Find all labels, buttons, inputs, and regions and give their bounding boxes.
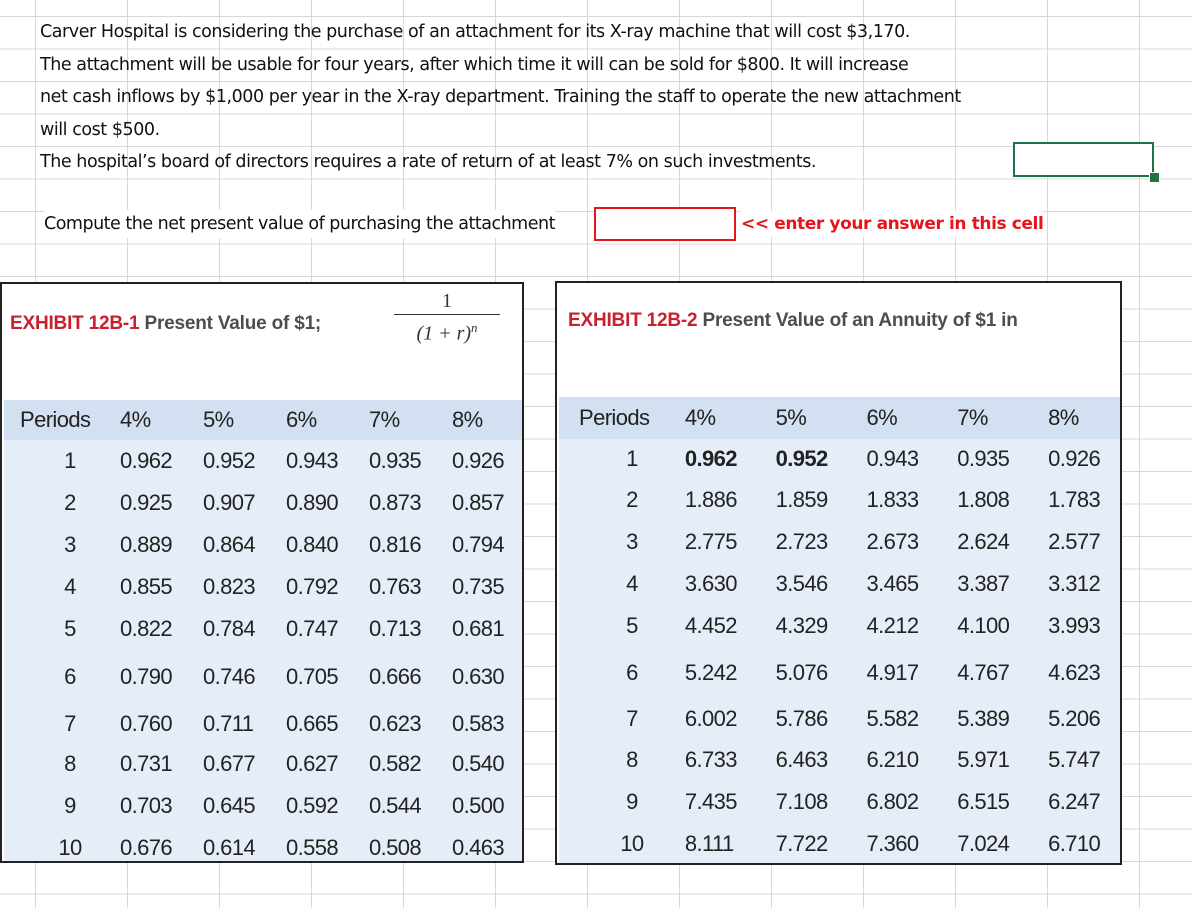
exhibit-12b-1-heading: Present Value of $1; xyxy=(144,313,322,334)
factor-cell: 0.592 xyxy=(286,793,339,818)
column-header: 8% xyxy=(452,407,483,432)
period-cell: 2 xyxy=(64,490,76,515)
factor-cell: 0.790 xyxy=(120,664,173,689)
factor-cell: 4.623 xyxy=(1048,660,1101,685)
column-header: 6% xyxy=(866,405,898,430)
table-row xyxy=(20,704,522,743)
period-cell: 5 xyxy=(64,616,76,641)
factor-cell: 0.665 xyxy=(286,710,339,736)
factor-cell: 0.952 xyxy=(775,446,828,471)
period-cell: 4 xyxy=(64,574,76,599)
factor-cell: 0.747 xyxy=(286,616,339,641)
factor-cell: 0.855 xyxy=(120,574,173,599)
exhibit-12b-2-title xyxy=(568,310,1018,332)
column-header: 7% xyxy=(957,405,988,430)
table-row xyxy=(579,647,1120,699)
factor-cell: 0.873 xyxy=(369,490,422,515)
factor-cell: 1.808 xyxy=(957,487,1010,512)
factor-cell: 0.703 xyxy=(120,793,173,818)
factor-cell: 5.747 xyxy=(1048,747,1101,772)
factor-cell: 4.452 xyxy=(684,613,737,638)
formula-denominator: $(1 + r)^n$ xyxy=(416,320,478,345)
factor-cell: 0.544 xyxy=(369,793,422,818)
table-row xyxy=(579,781,1120,823)
factor-cell: 0.816 xyxy=(369,532,422,557)
factor-cell: 0.943 xyxy=(866,446,919,471)
factor-cell: 3.387 xyxy=(957,571,1010,596)
table-row xyxy=(20,482,522,524)
table-row xyxy=(579,699,1120,739)
factor-cell: 4.917 xyxy=(866,660,919,685)
problem-line-3[interactable]: net cash inflows by $1,000 per year in the X-ray department. Training the staff to operate the new attachment xyxy=(40,87,961,107)
selected-cell[interactable] xyxy=(1013,142,1154,177)
factor-cell: 6.515 xyxy=(957,789,1010,814)
factor-cell: 0.763 xyxy=(369,574,422,599)
table-row xyxy=(579,521,1120,563)
factor-cell: 0.823 xyxy=(203,574,256,599)
factor-cell: 6.463 xyxy=(775,747,828,772)
factor-cell: 0.794 xyxy=(452,532,505,557)
column-header: Periods xyxy=(579,405,650,430)
factor-cell: 5.389 xyxy=(957,706,1010,731)
factor-cell: 0.508 xyxy=(369,835,422,860)
factor-cell: 0.926 xyxy=(452,448,505,473)
column-header: Periods xyxy=(20,407,91,432)
answer-hint: << enter your answer in this cell xyxy=(741,211,1043,237)
exhibit-12b-1-table xyxy=(20,400,522,869)
factor-cell: 3.312 xyxy=(1048,571,1101,596)
factor-cell: 5.582 xyxy=(866,706,919,731)
column-header: 4% xyxy=(684,405,716,430)
table-row xyxy=(579,739,1120,781)
factor-cell: 0.666 xyxy=(369,664,422,689)
period-cell: 5 xyxy=(626,613,638,638)
factor-cell: 0.713 xyxy=(369,616,422,641)
factor-cell: 1.833 xyxy=(866,487,919,512)
table-row xyxy=(20,827,522,869)
exhibit-12b-1 xyxy=(0,282,524,863)
factor-cell: 0.582 xyxy=(369,751,422,776)
factor-cell: 2.577 xyxy=(1048,529,1101,554)
column-header: 5% xyxy=(775,405,807,430)
factor-cell: 0.935 xyxy=(369,448,422,473)
period-cell: 8 xyxy=(64,751,76,776)
problem-line-5[interactable]: The hospital’s board of directors requires a rate of return of at least 7% on such investments. xyxy=(40,152,817,172)
factor-cell: 0.583 xyxy=(452,710,505,736)
exhibit-12b-1-tag: EXHIBIT 12B-1 xyxy=(10,313,140,334)
factor-cell: 6.733 xyxy=(684,747,737,772)
factor-cell: 2.673 xyxy=(866,529,919,554)
factor-cell: 4.767 xyxy=(957,660,1010,685)
period-cell: 9 xyxy=(64,793,76,818)
factor-cell: 0.864 xyxy=(203,532,256,557)
factor-cell: 0.889 xyxy=(120,532,173,557)
table-header-row xyxy=(579,397,1120,439)
column-header: 6% xyxy=(286,407,317,432)
factor-cell: 0.731 xyxy=(120,751,173,776)
factor-cell: 0.784 xyxy=(203,616,256,641)
factor-cell: 6.802 xyxy=(866,789,919,814)
period-cell: 3 xyxy=(64,532,76,557)
factor-cell: 0.645 xyxy=(203,793,256,818)
table-row xyxy=(20,524,522,566)
table-row xyxy=(20,440,522,482)
period-cell: 1 xyxy=(64,448,76,473)
factor-cell: 0.840 xyxy=(286,532,339,557)
factor-cell: 6.710 xyxy=(1048,831,1101,856)
factor-cell: 3.993 xyxy=(1048,613,1101,638)
table-row xyxy=(20,743,522,785)
factor-cell: 2.624 xyxy=(957,529,1010,554)
factor-cell: 0.962 xyxy=(120,448,173,473)
factor-cell: 0.952 xyxy=(203,448,256,473)
table-row xyxy=(579,823,1120,865)
pv-formula xyxy=(394,288,500,347)
period-cell: 9 xyxy=(626,789,638,814)
factor-cell: 4.212 xyxy=(866,613,919,638)
factor-cell: 0.630 xyxy=(452,664,505,689)
factor-cell: 5.786 xyxy=(775,706,828,731)
period-cell: 7 xyxy=(626,706,638,731)
factor-cell: 3.465 xyxy=(866,571,919,596)
table-header-row xyxy=(20,400,522,440)
factor-cell: 0.711 xyxy=(203,710,254,736)
factor-cell: 0.558 xyxy=(286,835,339,860)
problem-line-2[interactable]: The attachment will be usable for four years, after which time it will can be sold for $800. It will increase xyxy=(40,54,909,75)
period-cell: 4 xyxy=(626,571,638,596)
factor-cell: 7.360 xyxy=(866,831,919,856)
exhibit-12b-2-heading: Present Value of an Annuity of $1 in xyxy=(702,310,1018,331)
factor-cell: 0.681 xyxy=(452,616,505,641)
factor-cell: 6.210 xyxy=(866,747,919,772)
factor-cell: 0.677 xyxy=(203,751,256,776)
factor-cell: 5.206 xyxy=(1048,706,1101,731)
factor-cell: 0.925 xyxy=(120,490,173,515)
table-row xyxy=(20,566,522,608)
column-header: 5% xyxy=(203,407,234,432)
period-cell: 3 xyxy=(626,529,638,554)
factor-cell: 0.500 xyxy=(452,793,505,818)
factor-cell: 7.722 xyxy=(775,831,828,856)
factor-cell: 6.247 xyxy=(1048,789,1101,814)
factor-cell: 4.329 xyxy=(775,613,828,638)
factor-cell: 8.111 xyxy=(684,831,734,856)
factor-cell: 7.108 xyxy=(775,789,828,814)
table-row xyxy=(20,785,522,827)
fill-handle[interactable] xyxy=(1149,172,1160,183)
factor-cell: 5.076 xyxy=(775,660,828,685)
factor-cell: 2.723 xyxy=(775,529,828,554)
problem-line-1[interactable]: Carver Hospital is considering the purchase of an attachment for its X-ray machine that will cost $3,170. xyxy=(40,22,910,42)
factor-cell: 5.242 xyxy=(684,660,737,685)
table-row xyxy=(579,479,1120,521)
factor-cell: 0.907 xyxy=(203,490,256,515)
exhibit-12b-1-title xyxy=(10,313,321,335)
exhibit-12b-2 xyxy=(555,281,1122,865)
factor-cell: 0.735 xyxy=(452,574,505,599)
factor-cell: 0.627 xyxy=(286,751,339,776)
period-cell: 2 xyxy=(626,487,638,512)
npv-answer-cell[interactable] xyxy=(594,207,736,241)
factor-cell: 0.822 xyxy=(120,616,173,641)
factor-cell: 0.540 xyxy=(452,751,505,776)
factor-cell: 2.775 xyxy=(684,529,737,554)
factor-cell: 0.962 xyxy=(684,446,737,471)
factor-cell: 0.792 xyxy=(286,574,339,599)
factor-cell: 0.746 xyxy=(203,664,256,689)
factor-cell: 0.760 xyxy=(120,710,173,736)
factor-cell: 0.890 xyxy=(286,490,339,515)
factor-cell: 3.546 xyxy=(775,571,828,596)
factor-cell: 7.024 xyxy=(957,831,1010,856)
problem-line-4[interactable]: will cost $500. xyxy=(40,119,160,140)
factor-cell: 3.630 xyxy=(684,571,737,596)
table-row xyxy=(579,563,1120,605)
table-row xyxy=(20,608,522,650)
factor-cell: 0.705 xyxy=(286,664,339,689)
table-row xyxy=(20,650,522,704)
column-header: 4% xyxy=(120,407,151,432)
table-row xyxy=(579,605,1120,647)
factor-cell: 0.935 xyxy=(957,446,1010,471)
problem-text xyxy=(40,16,1030,179)
factor-cell: 1.886 xyxy=(684,487,737,512)
npv-prompt-label: Compute the net present value of purchasing the attachment xyxy=(44,210,555,238)
factor-cell: 0.676 xyxy=(120,835,173,860)
period-cell: 7 xyxy=(64,710,76,736)
factor-cell: 1.859 xyxy=(775,487,828,512)
period-cell: 10 xyxy=(58,835,82,860)
column-header: 7% xyxy=(369,407,400,432)
period-cell: 8 xyxy=(626,747,638,772)
exhibit-12b-2-table xyxy=(579,397,1120,865)
formula-numerator: 1 xyxy=(442,290,452,312)
factor-cell: 7.435 xyxy=(684,789,737,814)
factor-cell: 0.463 xyxy=(452,835,505,860)
factor-cell: 0.926 xyxy=(1048,446,1101,471)
column-header: 8% xyxy=(1048,405,1079,430)
factor-cell: 0.857 xyxy=(452,490,505,515)
period-cell: 10 xyxy=(620,831,644,856)
period-cell: 1 xyxy=(626,446,638,471)
factor-cell: 0.943 xyxy=(286,448,339,473)
period-cell: 6 xyxy=(64,664,76,689)
factor-cell: 0.614 xyxy=(203,835,256,860)
factor-cell: 1.783 xyxy=(1048,487,1101,512)
factor-cell: 4.100 xyxy=(957,613,1010,638)
table-row xyxy=(579,439,1120,479)
period-cell: 6 xyxy=(626,660,638,685)
factor-cell: 6.002 xyxy=(684,706,737,731)
exhibit-12b-2-tag: EXHIBIT 12B-2 xyxy=(568,310,698,331)
factor-cell: 0.623 xyxy=(369,710,422,736)
factor-cell: 5.971 xyxy=(957,747,1010,772)
